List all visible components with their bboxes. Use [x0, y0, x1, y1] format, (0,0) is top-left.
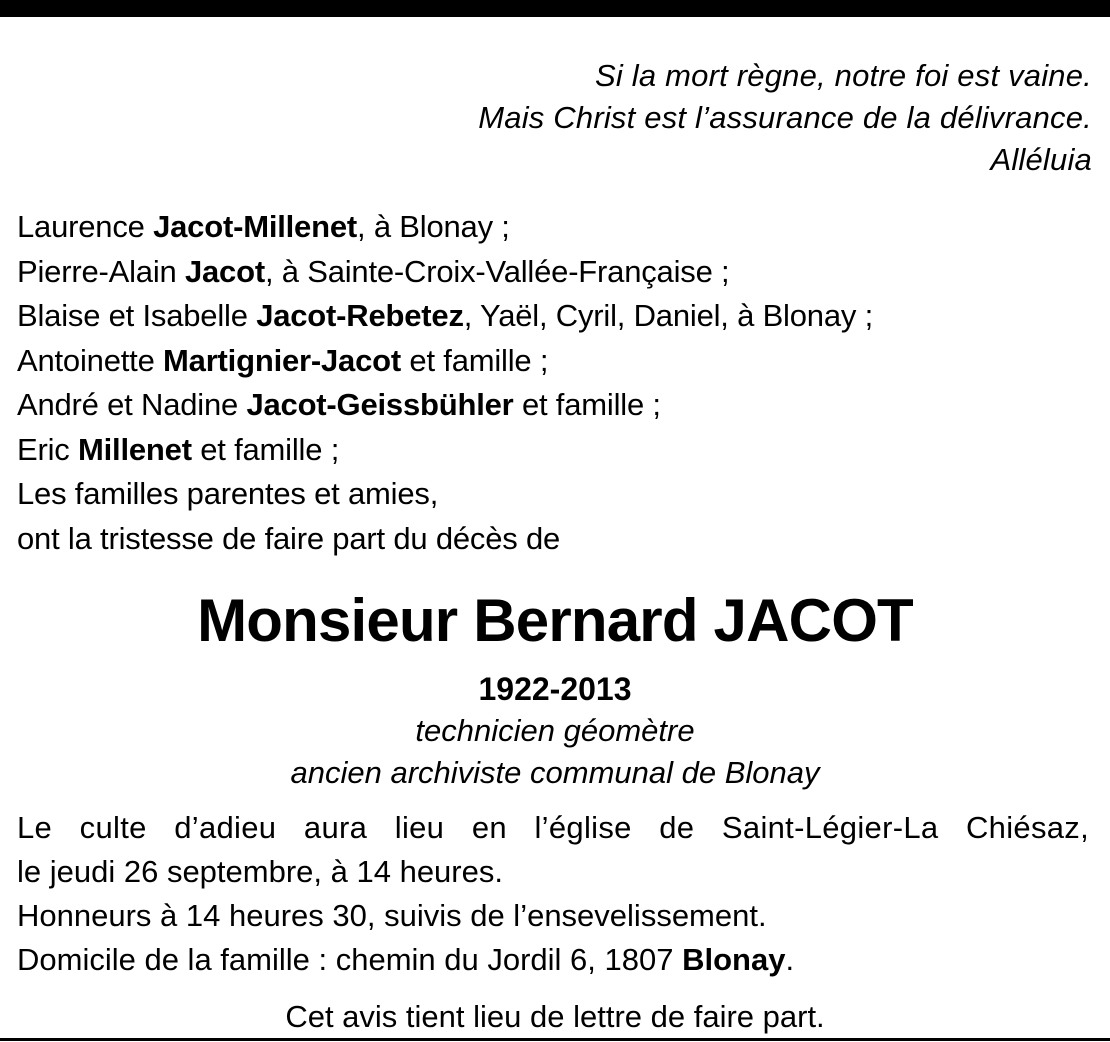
relatives-line: Les familles parentes et amies, [17, 476, 439, 511]
family-member-surname: Jacot-Millenet [153, 209, 358, 244]
family-member-prefix: Eric [17, 431, 79, 467]
family-member-suffix: , à Sainte-Croix-Vallée-Française ; [264, 253, 730, 289]
epigraph-line: Mais Christ est l’assurance de la délivrance. [478, 100, 1092, 135]
family-member-surname: Millenet [78, 431, 192, 467]
family-member-suffix: et famille ; [513, 387, 661, 422]
family-member-suffix: et famille ; [191, 431, 340, 467]
epigraph-quote [478, 55, 1092, 181]
family-member-line [17, 205, 873, 250]
epigraph-line: Alléluia [990, 142, 1092, 177]
family-member-prefix: André et Nadine [17, 387, 247, 422]
family-member-prefix: Antoinette [17, 342, 164, 378]
family-address-line [17, 938, 1089, 982]
family-member-surname: Martignier-Jacot [163, 342, 401, 378]
family-member-surname: Jacot-Geissbühler [246, 387, 514, 422]
service-line: Le culte d’adieu aura lieu en l’église de Saint-Légier-La Chiésaz, [17, 810, 1089, 845]
family-member-prefix: Laurence [17, 209, 154, 244]
profession-line: ancien archiviste communal de Blonay [290, 755, 820, 790]
service-line: le jeudi 26 septembre, à 14 heures. [17, 854, 503, 889]
family-member-suffix: , à Blonay ; [357, 209, 510, 244]
bottom-border-rule [0, 1038, 1110, 1041]
deceased-name: Monsieur Bernard JACOT [197, 587, 913, 654]
life-years: 1922-2013 [478, 671, 632, 707]
profession-block [0, 710, 1110, 794]
family-member-surname: Jacot-Rebetez [256, 298, 464, 333]
family-member-suffix: , Yaël, Cyril, Daniel, à Blonay ; [463, 298, 873, 333]
family-member-line [17, 383, 873, 428]
family-member-suffix: et famille ; [401, 342, 549, 378]
address-end: . [785, 942, 795, 977]
family-member-prefix: Blaise et Isabelle [17, 298, 257, 333]
address-town: Blonay [682, 942, 786, 977]
family-member-line [17, 294, 873, 339]
family-list [17, 205, 873, 561]
profession-line: technicien géomètre [415, 713, 695, 748]
epigraph-line: Si la mort règne, notre foi est vaine. [595, 58, 1092, 93]
family-member-line [17, 250, 873, 295]
family-member-line [17, 428, 873, 473]
closing-note: Cet avis tient lieu de lettre de faire part. [285, 999, 825, 1034]
family-member-line [17, 339, 873, 384]
service-line: Honneurs à 14 heures 30, suivis de l’ensevelissement. [17, 898, 767, 933]
top-border-rule [0, 0, 1110, 17]
family-member-prefix: Pierre-Alain [17, 253, 185, 289]
announcement-line: ont la tristesse de faire part du décès de [17, 520, 561, 556]
family-member-surname: Jacot [184, 253, 265, 289]
service-details [17, 806, 1089, 982]
address-text: Domicile de la famille : chemin du Jordil 6, 1807 [17, 942, 683, 977]
